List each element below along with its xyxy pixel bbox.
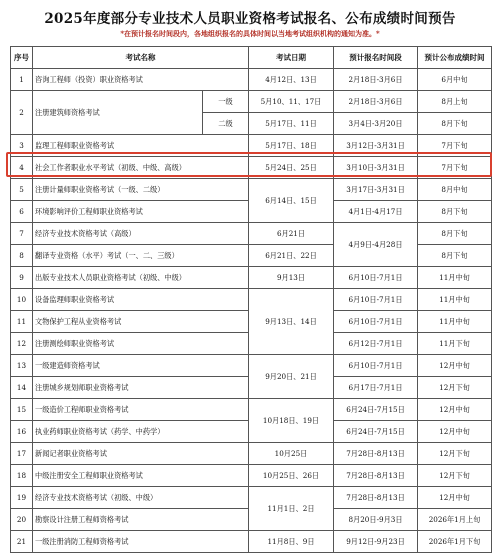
header-pub: 预计公布成绩时间 <box>418 47 492 69</box>
result-release: 11月中旬 <box>418 311 492 333</box>
exam-date: 9月20日、21日 <box>249 355 334 399</box>
table-row <box>11 267 492 289</box>
exam-date: 10月18日、19日 <box>249 399 334 443</box>
result-release: 12月中旬 <box>418 355 492 377</box>
row-number: 13 <box>11 355 33 377</box>
exam-date: 6月21日、22日 <box>249 245 334 267</box>
row-number: 14 <box>11 377 33 399</box>
exam-name: 监理工程师职业资格考试 <box>33 135 249 157</box>
exam-name: 中级注册安全工程师职业资格考试 <box>33 465 249 487</box>
row-number: 7 <box>11 223 33 245</box>
exam-name: 一级建造师资格考试 <box>33 355 249 377</box>
row-number: 16 <box>11 421 33 443</box>
exam-date: 5月24日、25日 <box>249 157 334 179</box>
result-release: 11月中旬 <box>418 267 492 289</box>
table-row <box>11 443 492 465</box>
registration-period: 3月12日-3月31日 <box>334 135 418 157</box>
registration-period: 3月17日-3月31日 <box>334 179 418 201</box>
table-row <box>11 531 492 553</box>
result-release: 7月下旬 <box>418 157 492 179</box>
registration-period: 7月28日-8月13日 <box>334 465 418 487</box>
exam-name: 注册计量师职业资格考试（一级、二级） <box>33 179 249 201</box>
registration-period: 6月17日-7月1日 <box>334 377 418 399</box>
exam-date: 10月25日、26日 <box>249 465 334 487</box>
exam-name: 注册城乡规划师职业资格考试 <box>33 377 249 399</box>
table-row <box>11 465 492 487</box>
row-number: 3 <box>11 135 33 157</box>
table-row <box>11 91 492 113</box>
result-release: 2026年1月上旬 <box>418 509 492 531</box>
result-release: 8月下旬 <box>418 245 492 267</box>
result-release: 11月下旬 <box>418 333 492 355</box>
row-number: 19 <box>11 487 33 509</box>
row-number: 8 <box>11 245 33 267</box>
row-number: 12 <box>11 333 33 355</box>
registration-period: 9月12日-9月23日 <box>334 531 418 553</box>
result-release: 12月中旬 <box>418 399 492 421</box>
exam-name: 环境影响评价工程师职业资格考试 <box>33 201 249 223</box>
table-row <box>11 223 492 245</box>
row-number: 6 <box>11 201 33 223</box>
result-release: 12月中旬 <box>418 421 492 443</box>
exam-date: 10月25日 <box>249 443 334 465</box>
exam-date: 11月1日、2日 <box>249 487 334 531</box>
exam-date: 4月12日、13日 <box>249 69 334 91</box>
row-number: 20 <box>11 509 33 531</box>
row-number: 11 <box>11 311 33 333</box>
registration-period: 6月10日-7月1日 <box>334 267 418 289</box>
row-number: 17 <box>11 443 33 465</box>
result-release: 8月下旬 <box>418 113 492 135</box>
registration-period: 6月24日-7月15日 <box>334 421 418 443</box>
exam-name: 一级造价工程师职业资格考试 <box>33 399 249 421</box>
registration-period: 3月10日-3月31日 <box>334 157 418 179</box>
table-row <box>11 399 492 421</box>
exam-name: 经济专业技术资格考试（初级、中级） <box>33 487 249 509</box>
registration-period: 2月18日-3月6日 <box>334 69 418 91</box>
header-no: 序号 <box>11 47 33 69</box>
exam-date: 9月13日 <box>249 267 334 289</box>
registration-period: 3月4日-3月20日 <box>334 113 418 135</box>
exam-name: 翻译专业资格（水平）考试（一、二、三级） <box>33 245 249 267</box>
result-release: 8月下旬 <box>418 201 492 223</box>
row-number: 21 <box>11 531 33 553</box>
exam-schedule-table <box>10 46 492 553</box>
registration-period: 6月10日-7月1日 <box>334 311 418 333</box>
registration-period: 7月28日-8月13日 <box>334 443 418 465</box>
exam-name: 注册测绘师职业资格考试 <box>33 333 249 355</box>
result-release: 12月下旬 <box>418 377 492 399</box>
exam-date: 5月17日、11日 <box>249 113 334 135</box>
registration-period: 2月18日-3月6日 <box>334 91 418 113</box>
table-row <box>11 289 492 311</box>
exam-name: 设备监理师职业资格考试 <box>33 289 249 311</box>
exam-name: 咨询工程师（投资）职业资格考试 <box>33 69 249 91</box>
row-number: 1 <box>11 69 33 91</box>
row-number: 18 <box>11 465 33 487</box>
exam-level: 二级 <box>203 113 249 135</box>
exam-name: 新闻记者职业资格考试 <box>33 443 249 465</box>
result-release: 11月中旬 <box>418 289 492 311</box>
exam-level: 一级 <box>203 91 249 113</box>
table-row <box>11 487 492 509</box>
registration-period: 8月20日-9月3日 <box>334 509 418 531</box>
result-release: 12月下旬 <box>418 465 492 487</box>
result-release: 8月上旬 <box>418 91 492 113</box>
exam-date: 6月21日 <box>249 223 334 245</box>
row-number: 4 <box>11 157 33 179</box>
exam-name: 勘察设计注册工程师资格考试 <box>33 509 249 531</box>
row-number: 15 <box>11 399 33 421</box>
row-number: 2 <box>11 91 33 135</box>
registration-period: 6月12日-7月1日 <box>334 333 418 355</box>
header-reg: 预计报名时间段 <box>334 47 418 69</box>
row-number: 10 <box>11 289 33 311</box>
exam-date: 6月14日、15日 <box>249 179 334 223</box>
table-header-row <box>11 47 492 69</box>
registration-period: 4月9日-4月28日 <box>334 223 418 267</box>
result-release: 12月下旬 <box>418 443 492 465</box>
registration-period: 4月1日-4月17日 <box>334 201 418 223</box>
registration-period: 7月28日-8月13日 <box>334 487 418 509</box>
exam-date: 11月8日、9日 <box>249 531 334 553</box>
header-name: 考试名称 <box>33 47 249 69</box>
exam-name: 注册建筑师资格考试 <box>33 91 203 135</box>
registration-period: 6月24日-7月15日 <box>334 399 418 421</box>
row-number: 5 <box>11 179 33 201</box>
exam-name: 社会工作者职业水平考试（初级、中级、高级） <box>33 157 249 179</box>
result-release: 8月中旬 <box>418 179 492 201</box>
page-subtitle-note: *在预计报名时间段内，各地组织报名的具体时间以当地考试组织机构的通知为准。* <box>120 29 380 38</box>
exam-date: 9月13日、14日 <box>249 289 334 355</box>
registration-period: 6月10日-7月1日 <box>334 355 418 377</box>
result-release: 12月中旬 <box>418 487 492 509</box>
exam-name: 文物保护工程从业资格考试 <box>33 311 249 333</box>
result-release: 2026年1月下旬 <box>418 531 492 553</box>
page-title: 2025年度部分专业技术人员职业资格考试报名、公布成绩时间预告 <box>44 11 456 27</box>
registration-period: 6月10日-7月1日 <box>334 289 418 311</box>
exam-name: 经济专业技术资格考试（高级） <box>33 223 249 245</box>
row-number: 9 <box>11 267 33 289</box>
exam-date: 5月17日、18日 <box>249 135 334 157</box>
exam-date: 5月10、11、17日 <box>249 91 334 113</box>
result-release: 8月下旬 <box>418 223 492 245</box>
result-release: 7月下旬 <box>418 135 492 157</box>
exam-name: 执业药师职业资格考试（药学、中药学） <box>33 421 249 443</box>
header-date: 考试日期 <box>249 47 334 69</box>
table-row <box>11 69 492 91</box>
exam-name: 出版专业技术人员职业资格考试（初级、中级） <box>33 267 249 289</box>
table-row <box>11 355 492 377</box>
highlight-frame <box>6 152 492 177</box>
table-row <box>11 245 492 267</box>
result-release: 6月中旬 <box>418 69 492 91</box>
exam-name: 一级注册消防工程师资格考试 <box>33 531 249 553</box>
table-row <box>11 179 492 201</box>
